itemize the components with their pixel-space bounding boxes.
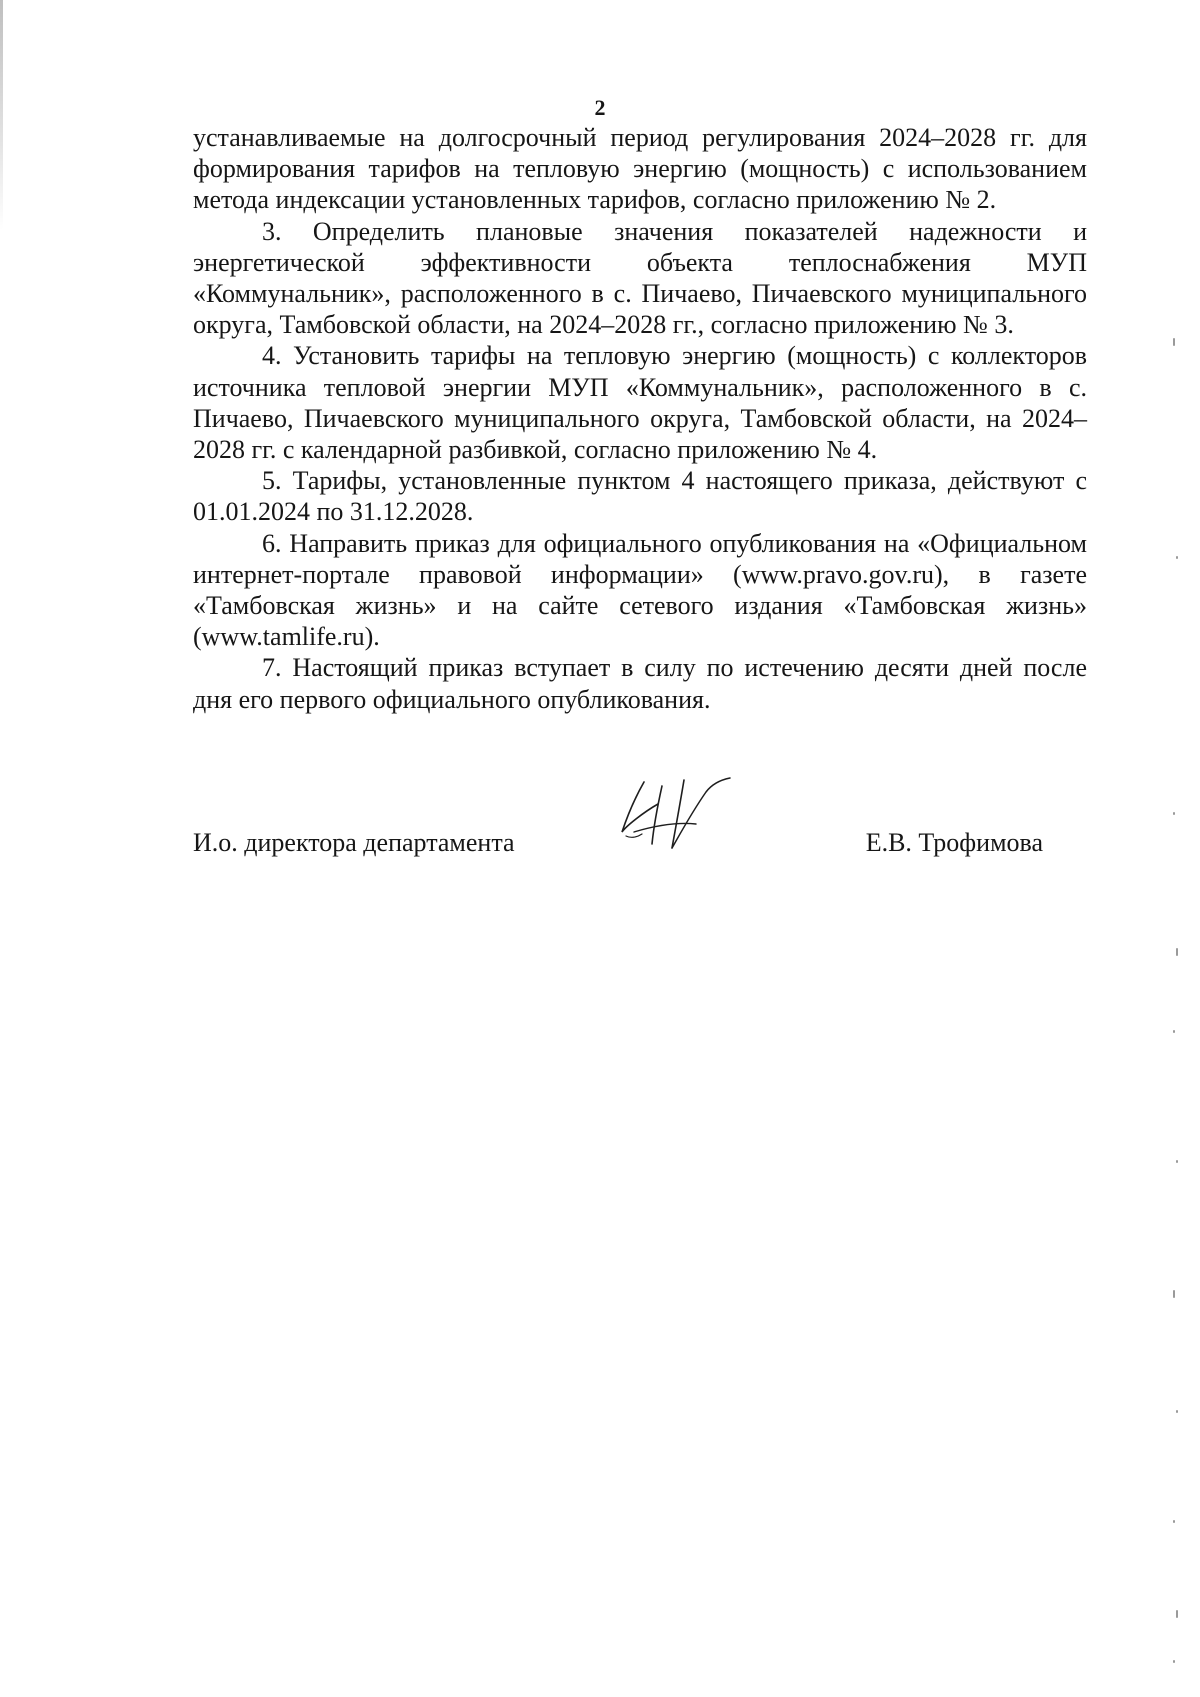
- scan-speck: [1176, 556, 1178, 559]
- scan-speck: [1173, 1290, 1175, 1298]
- document-body: [193, 122, 1087, 715]
- scan-speck: [1176, 1160, 1178, 1163]
- paragraph-item-4: 4. Установить тарифы на тепловую энергию (мощность) с коллекторов источника тепловой энергии МУП «Коммунальник», расположенного в с. Пичаево, Пичаевского муниципального округа, Тамбовской области, на 2024–2028 гг. с календарной разбивкой, согласно приложению № 4.: [193, 341, 1087, 465]
- signatory-position: И.о. директора департамента: [193, 828, 515, 857]
- signatory-name: Е.В. Трофимова: [865, 828, 1043, 857]
- paragraph-continuation: устанавливаемые на долгосрочный период регулирования 2024–2028 гг. для формирования тарифов на тепловую энергию (мощность) с использованием метода индексации установленных тарифов, согласно приложению № 2.: [193, 123, 1087, 215]
- scan-speck: [1173, 1660, 1175, 1663]
- scan-speck: [1176, 948, 1178, 956]
- scan-speck: [1173, 1520, 1175, 1523]
- paragraph-item-6: 6. Направить приказ для официального опубликования на «Официальном интернет-портале правовой информации» (www.pravo.gov.ru), в газете «Тамбовская жизнь» и на сайте сетевого издания «Тамбовская жизнь» (www.tamlife.ru).: [193, 528, 1087, 652]
- paragraph-item-3: 3. Определить плановые значения показателей надежности и энергетической эффективности объекта теплоснабжения МУП «Коммунальник», расположенного в с. Пичаево, Пичаевского муниципального округа, Тамбовской области, на 2024–2028 гг., согласно приложению № 3.: [193, 216, 1087, 340]
- page-number: 2: [594, 95, 606, 120]
- scan-speck: [1176, 1610, 1178, 1618]
- scan-speck: [1173, 812, 1175, 815]
- handwritten-signature-mark: [614, 774, 744, 854]
- paragraph-item-7: 7. Настоящий приказ вступает в силу по истечению десяти дней после дня его первого официального опубликования.: [193, 653, 1087, 714]
- scan-speck: [1176, 1410, 1178, 1413]
- scan-artifacts: [1170, 0, 1200, 1697]
- paragraph-item-5: 5. Тарифы, установленные пунктом 4 настоящего приказа, действуют с 01.01.2024 по 31.12.2028.: [193, 466, 1087, 527]
- scan-speck: [1173, 338, 1175, 346]
- scan-speck: [1173, 1030, 1175, 1033]
